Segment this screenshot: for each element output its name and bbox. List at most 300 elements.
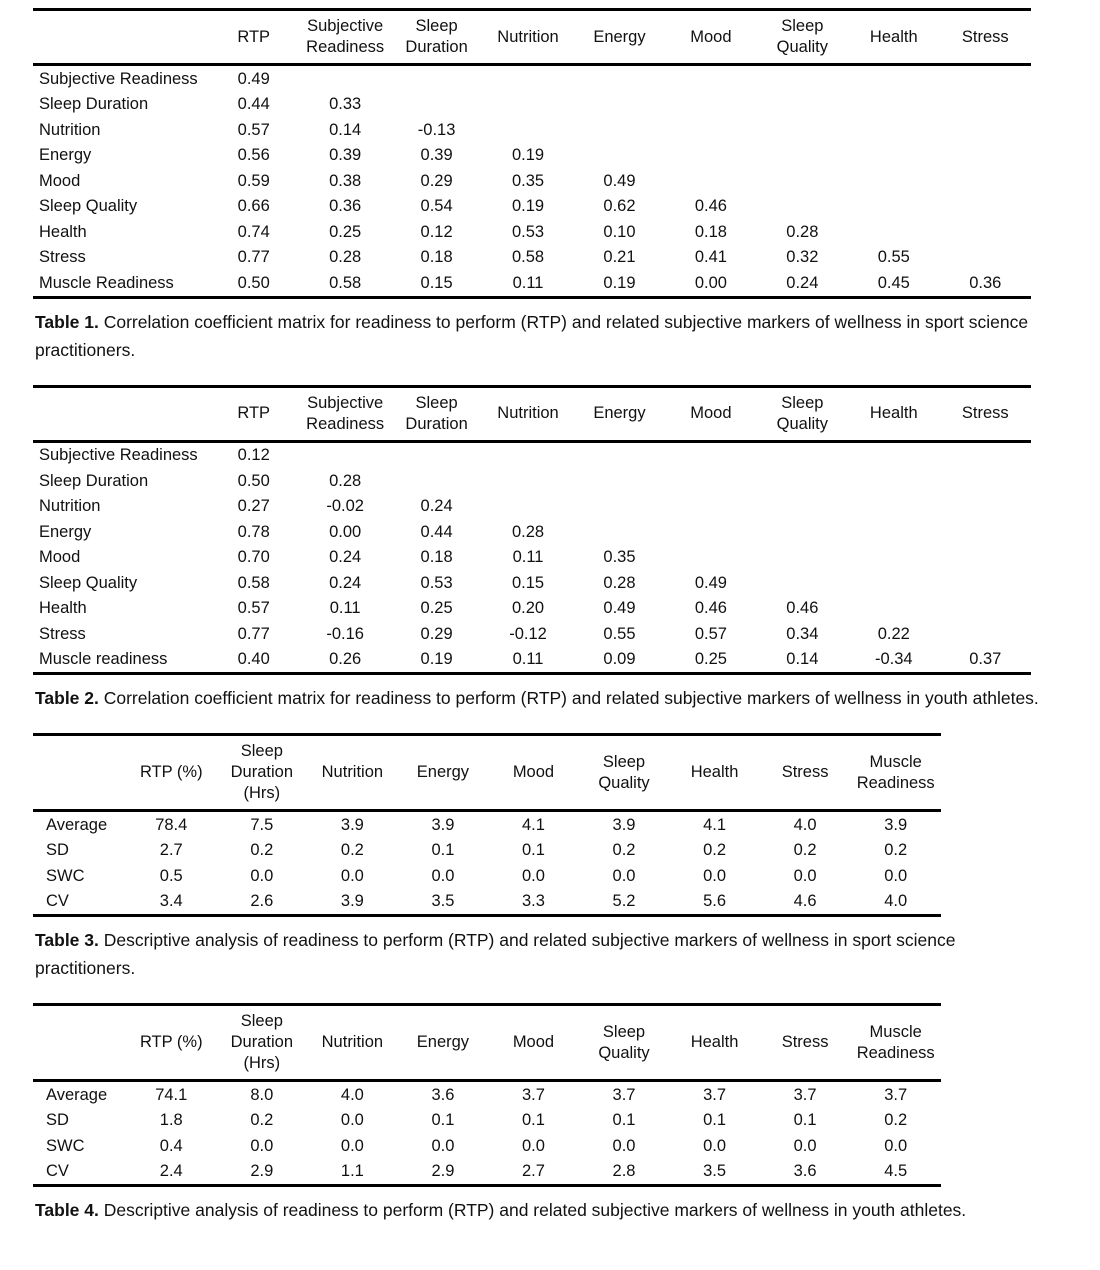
row-label: Sleep Duration [39,95,149,113]
row-label: Mood [39,171,81,190]
header-row [33,386,1031,441]
value-cell [848,194,939,220]
value-cell [848,143,939,169]
row-label: Average [46,815,108,834]
value-cell [848,117,939,143]
data-table [33,1003,941,1187]
value-cell: 3.9 [431,815,455,834]
value-cell [665,117,756,143]
table-row [33,143,1031,169]
value-cell: 0.5 [159,866,183,885]
value-cell: 0.46 [694,197,727,215]
row-label-header [33,1005,126,1081]
value-cell [848,570,939,596]
value-cell: 2.7 [159,841,183,859]
value-cell [757,570,848,596]
value-cell: 0.36 [969,273,1002,292]
value-cell: 0.0 [340,866,364,885]
value-cell: 2.4 [159,1162,183,1180]
table-1-caption-text: Correlation coefficient matrix for readiness to perform (RTP) and related subjective markers of wellness in sport science practitioners. [35,311,1029,360]
value-cell: 0.28 [329,471,362,490]
column-header: Sleep Duration (Hrs) [230,742,293,802]
value-cell: 0.19 [603,273,636,292]
data-table [33,8,1031,299]
value-cell: -0.34 [874,650,913,668]
value-cell: 0.0 [431,866,455,885]
table-3-descriptive-analysis-practitioners [33,733,1070,917]
column-header: Energy [416,763,470,781]
value-cell: 0.50 [237,273,270,292]
column-header: Mood [512,763,555,781]
value-cell: 0.24 [329,548,362,566]
value-cell: 0.32 [786,248,819,266]
table-4-block [33,1003,1070,1224]
value-cell [391,468,482,494]
value-cell: 0.57 [694,624,727,643]
table-row [33,219,1031,245]
column-header: Mood [690,404,732,422]
value-cell: 0.2 [250,1111,274,1129]
value-cell: 0.36 [329,197,362,215]
value-cell: 4.1 [703,815,727,834]
value-cell: 2.9 [250,1162,274,1180]
value-cell [757,92,848,118]
value-cell: 0.20 [511,599,545,617]
value-cell [848,596,939,622]
value-cell: 7.5 [250,815,274,834]
row-label: Muscle readiness [39,650,168,668]
table-1-caption-label: Table 1. [35,311,99,332]
value-cell [757,468,848,494]
column-header: Energy [593,27,646,46]
value-cell: 0.34 [786,624,819,643]
value-cell [665,92,756,118]
value-cell: 0.50 [237,471,270,490]
value-cell: 0.45 [877,273,910,292]
value-cell [757,494,848,520]
value-cell [848,65,939,92]
value-cell: 2.7 [521,1162,545,1180]
value-cell [940,117,1032,143]
value-cell: 0.11 [512,273,544,292]
value-cell: 3.7 [703,1085,727,1104]
value-cell [848,545,939,571]
value-cell: 3.7 [793,1085,817,1104]
row-label: Average [46,1085,108,1104]
value-cell: 0.74 [237,222,270,241]
value-cell [940,519,1032,545]
value-cell: 0.54 [420,197,453,215]
row-label: SWC [46,1136,85,1155]
value-cell [848,92,939,118]
table-row [33,1081,941,1108]
column-header: Mood [690,27,732,46]
value-cell: 0.22 [877,624,910,643]
column-header: Energy [593,404,646,422]
value-cell [574,65,665,92]
value-cell: 0.77 [237,624,270,643]
value-cell [940,168,1032,194]
value-cell [940,92,1032,118]
value-cell [574,117,665,143]
value-cell: 1.8 [159,1111,183,1129]
column-header: Nutrition [497,27,559,46]
column-header: Nutrition [497,404,559,422]
value-cell [757,143,848,169]
value-cell: 0.0 [884,1136,908,1155]
table-row [33,621,1031,647]
value-cell: 0.0 [431,1136,455,1155]
value-cell: 0.57 [237,120,270,139]
value-cell: 4.6 [793,892,817,910]
value-cell: 3.9 [340,892,364,910]
row-label: Energy [39,522,92,541]
table-1-block [33,8,1070,364]
value-cell: 0.19 [420,650,453,668]
value-cell: 0.49 [237,69,270,88]
value-cell [482,92,573,118]
row-label: Energy [39,146,92,164]
value-cell: 0.77 [237,248,270,266]
column-header: Muscle Readiness [856,1022,935,1062]
value-cell: 0.29 [420,624,453,643]
value-cell [574,143,665,169]
value-cell: 0.0 [612,866,636,885]
value-cell: 4.5 [884,1162,908,1180]
column-header: Nutrition [321,763,384,781]
column-header: Stress [781,1033,829,1051]
value-cell [482,441,573,468]
value-cell: 0.0 [250,866,274,885]
column-header: Sleep Duration [405,393,468,433]
column-header: RTP (%) [139,763,203,781]
table-row [33,441,1031,468]
table-row [33,596,1031,622]
value-cell: 0.46 [694,599,727,617]
column-header: Stress [961,404,1009,422]
value-cell [391,65,482,92]
value-cell [848,441,939,468]
value-cell [574,519,665,545]
value-cell [482,65,573,92]
value-cell [665,468,756,494]
value-cell: 0.0 [340,1136,364,1155]
table-row [33,270,1031,297]
value-cell: 3.9 [884,815,908,834]
value-cell: -0.16 [326,624,364,643]
value-cell: 3.3 [521,892,545,910]
row-label: Nutrition [39,497,101,515]
table-1-correlation-matrix-practitioners [33,8,1070,299]
value-cell: 0.49 [603,171,636,190]
value-cell: 4.0 [340,1085,364,1104]
value-cell: 4.1 [521,815,545,834]
value-cell: 2.6 [250,892,274,910]
value-cell: 0.11 [329,599,361,617]
value-cell: 0.00 [694,273,727,292]
column-header: Nutrition [321,1033,384,1051]
value-cell [665,65,756,92]
table-4-descriptive-analysis-youth-athletes [33,1003,1070,1187]
value-cell: -0.13 [417,120,456,139]
value-cell [665,143,756,169]
row-label-header [33,386,208,441]
value-cell: 0.0 [521,866,545,885]
value-cell [848,468,939,494]
value-cell [757,194,848,220]
value-cell: 0.26 [329,650,362,668]
value-cell: 0.29 [420,171,453,190]
value-cell: 0.55 [877,248,910,266]
table-row [33,811,941,838]
value-cell: -0.12 [509,624,547,643]
value-cell: 0.1 [431,1111,455,1129]
table-3-block [33,733,1070,982]
value-cell: 0.0 [703,1136,727,1155]
value-cell: 0.1 [521,841,545,859]
value-cell: 0.57 [237,599,270,617]
value-cell: 8.0 [250,1085,274,1104]
column-header: Sleep Quality [776,17,829,56]
column-header: Subjective Readiness [306,17,385,56]
value-cell: 0.28 [329,248,362,266]
value-cell: 3.6 [431,1085,455,1104]
value-cell [574,468,665,494]
value-cell [665,519,756,545]
value-cell [940,65,1032,92]
value-cell: 0.46 [786,599,819,617]
value-cell: 0.25 [329,222,362,241]
value-cell [940,194,1032,220]
value-cell: 0.24 [420,497,453,515]
value-cell [940,468,1032,494]
value-cell: 0.12 [237,446,270,464]
value-cell: 0.58 [511,248,545,266]
column-header: Sleep Quality [598,752,650,792]
table-2-caption-text: Correlation coefficient matrix for readiness to perform (RTP) and related subjective markers of wellness in youth athletes. [98,688,1039,708]
value-cell: 0.38 [329,171,362,190]
value-cell: 0.49 [603,599,636,617]
value-cell: 0.2 [703,841,727,859]
header-row [33,10,1031,65]
row-label: Subjective Readiness [39,69,198,88]
value-cell: 0.37 [969,650,1002,668]
value-cell: 0.10 [603,222,636,241]
value-cell [940,143,1032,169]
value-cell: 0.49 [694,573,727,592]
table-row [33,1159,941,1186]
value-cell [482,468,573,494]
value-cell: 0.39 [329,146,362,164]
value-cell: 0.41 [694,248,727,266]
table-3-caption [35,926,1045,982]
value-cell: 0.15 [420,273,453,292]
row-label: Sleep Quality [39,573,138,592]
value-cell: 0.0 [793,1136,817,1155]
value-cell: 0.33 [329,95,362,113]
value-cell: 0.15 [511,573,545,592]
column-header: Sleep Quality [598,1022,650,1062]
row-label: Subjective Readiness [39,446,198,464]
value-cell: 0.40 [237,650,270,668]
value-cell: 0.28 [786,222,819,241]
value-cell: 0.09 [603,650,636,668]
value-cell: 0.0 [612,1136,636,1155]
value-cell: 0.28 [603,573,636,592]
value-cell: 0.53 [511,222,545,241]
value-cell: 0.11 [512,650,544,668]
value-cell: 0.24 [786,273,819,292]
value-cell: 0.78 [237,522,270,541]
value-cell [757,117,848,143]
value-cell: 0.0 [884,866,908,885]
value-cell [299,441,390,468]
table-row [33,1108,941,1134]
value-cell [940,245,1032,271]
value-cell [940,219,1032,245]
value-cell: 0.55 [603,624,636,643]
value-cell [940,441,1032,468]
table-row [33,194,1031,220]
column-header: Sleep Duration (Hrs) [230,1012,293,1072]
table-row [33,245,1031,271]
value-cell: 0.11 [512,548,544,566]
table-row [33,92,1031,118]
value-cell [940,545,1032,571]
table-1-caption [35,308,1045,364]
value-cell [574,92,665,118]
row-label-header [33,735,126,811]
value-cell: 4.0 [793,815,817,834]
table-row [33,1133,941,1159]
value-cell: 0.2 [250,841,274,859]
value-cell: 0.59 [237,171,270,190]
value-cell: 2.9 [431,1162,455,1180]
value-cell: 2.8 [612,1162,636,1180]
data-table [33,385,1031,676]
value-cell [482,117,573,143]
value-cell [391,92,482,118]
value-cell: 74.1 [155,1085,188,1104]
table-row [33,468,1031,494]
value-cell [848,519,939,545]
value-cell: 0.58 [237,573,270,592]
value-cell: 0.00 [329,522,362,541]
value-cell [482,494,573,520]
value-cell: -0.02 [326,497,364,515]
table-4-caption-text: Descriptive analysis of readiness to perform (RTP) and related subjective markers of wellness in youth athletes. [98,1200,967,1220]
value-cell [574,441,665,468]
value-cell: 0.27 [237,497,270,515]
value-cell: 0.62 [603,197,636,215]
value-cell: 0.0 [250,1136,274,1155]
row-label: Health [39,599,87,617]
value-cell [665,441,756,468]
column-header: Mood [512,1033,555,1051]
column-header: Health [690,763,739,781]
value-cell: 3.9 [612,815,636,834]
value-cell: 0.19 [511,146,545,164]
column-header: RTP [237,404,271,422]
column-header: Health [869,27,918,46]
row-label: Mood [39,548,81,566]
value-cell: 0.2 [793,841,817,859]
value-cell: 0.44 [420,522,453,541]
value-cell: 0.66 [237,197,270,215]
value-cell: 0.14 [786,650,819,668]
value-cell: 3.6 [793,1162,817,1180]
row-label: SWC [46,866,85,885]
value-cell: 0.53 [420,573,453,592]
row-label: CV [46,1162,69,1180]
value-cell [757,441,848,468]
value-cell [757,168,848,194]
value-cell [940,494,1032,520]
value-cell: 0.1 [431,841,455,859]
value-cell: 5.6 [703,892,727,910]
value-cell: 0.70 [237,548,270,566]
column-header: Health [869,404,918,422]
value-cell: 0.2 [340,841,364,859]
column-header: Subjective Readiness [306,393,385,433]
row-label: Stress [39,624,86,643]
table-4-caption-label: Table 4. [35,1200,99,1220]
value-cell: 0.39 [420,146,453,164]
column-header: Sleep Duration [405,17,468,56]
value-cell: 0.0 [793,866,817,885]
value-cell: 78.4 [155,815,188,834]
value-cell [757,519,848,545]
value-cell: 3.4 [159,892,183,910]
value-cell: 0.1 [703,1111,727,1129]
value-cell: 0.0 [340,1111,364,1129]
value-cell [848,219,939,245]
value-cell: 0.14 [329,120,362,139]
value-cell: 0.0 [521,1136,545,1155]
row-label: SD [46,841,69,859]
value-cell [757,545,848,571]
header-row [33,1005,941,1081]
column-header: Energy [416,1033,470,1051]
value-cell: 3.7 [612,1085,636,1104]
table-row [33,889,941,916]
value-cell: 0.1 [793,1111,817,1129]
value-cell: 0.35 [603,548,636,566]
value-cell: 1.1 [340,1162,364,1180]
value-cell [299,65,390,92]
value-cell [665,494,756,520]
table-row [33,168,1031,194]
value-cell: 3.5 [431,892,455,910]
column-header: Health [690,1033,739,1051]
value-cell: 3.9 [340,815,364,834]
value-cell: 0.18 [420,548,453,566]
value-cell: 0.25 [694,650,727,668]
value-cell: 0.4 [159,1136,183,1155]
value-cell: 0.0 [703,866,727,885]
value-cell: 3.5 [703,1162,727,1180]
table-2-correlation-matrix-youth-athletes [33,385,1070,676]
value-cell [391,441,482,468]
value-cell: 0.28 [511,522,545,541]
value-cell: 0.58 [329,273,362,292]
value-cell: 0.2 [884,1111,908,1129]
value-cell: 3.7 [884,1085,908,1104]
value-cell: 0.1 [521,1111,545,1129]
row-label: Sleep Quality [39,197,138,215]
value-cell [665,545,756,571]
column-header: Muscle Readiness [856,752,935,792]
